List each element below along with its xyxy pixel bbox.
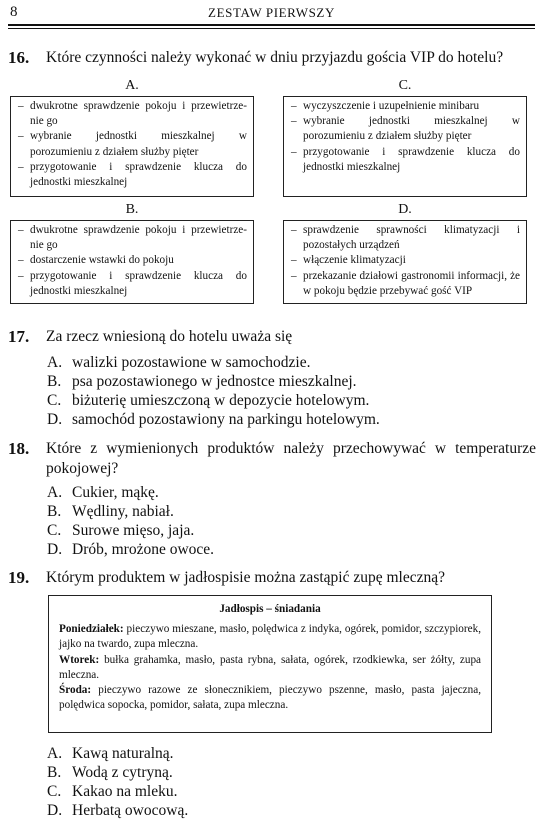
question-text: Które czynności należy wykonać w dniu przyjazdu gościa VIP do hotelu? xyxy=(46,49,504,66)
question-text: Które z wymienionych produktów należy przechowywać w temperaturze pokojowej? xyxy=(46,440,536,477)
answer-text: Cukier, mąkę. xyxy=(72,484,159,501)
option-label-b: B. xyxy=(125,202,139,217)
option-item: – sprawdzenie sprawności klimatyzacji i pozostałych urządzeń xyxy=(291,223,520,253)
option-box-c[interactable] xyxy=(283,96,527,197)
question-number: 18. xyxy=(8,439,30,458)
question-19 xyxy=(8,568,536,588)
page-header xyxy=(8,2,535,28)
answer-letter: D. xyxy=(47,802,63,819)
answer-text: Herbatą owocową. xyxy=(72,802,189,819)
option-item: – włączenie klimatyzacji xyxy=(291,253,520,268)
answer-text: Kawą naturalną. xyxy=(72,745,174,762)
day-text: pieczywo razowe ze słonecznikiem, pieczywo pszenne, masło, pasta jajeczna, polędwica sopocka, pomidor, sałata, zupa mleczna. xyxy=(59,684,481,712)
question-text: Za rzecz wniesioną do hotelu uważa się xyxy=(46,328,293,345)
answer-text: Kakao na mleku. xyxy=(72,783,178,800)
header-rule-thin xyxy=(8,28,535,29)
menu-title: Jadłospis – śniadania xyxy=(219,603,321,615)
answer-letter: B. xyxy=(47,373,62,390)
answer-letter: C. xyxy=(47,522,62,539)
answer-text: Wodą z cytryną. xyxy=(72,764,173,781)
question-16 xyxy=(8,48,536,68)
option-item: – przekazanie działowi gastronomii informacji, że w pokoju będzie przebywać gość VIP xyxy=(291,269,520,299)
question-number: 19. xyxy=(8,568,30,587)
menu-box xyxy=(48,595,492,733)
option-item: – wybranie jednostki mieszkalnej w porozumieniu z działem służby pięter xyxy=(291,114,520,144)
option-label-a: A. xyxy=(125,78,139,93)
option-label-c: C. xyxy=(398,78,412,93)
header-rule-thick xyxy=(8,24,535,26)
answer-text: Drób, mrożone owoce. xyxy=(72,541,215,558)
day-text: bułka grahamka, masło, pasta rybna, sałata, ogórek, rzodkiewka, ser żółty, zupa mleczna. xyxy=(59,653,481,681)
answer-letter: D. xyxy=(47,411,63,428)
option-item: – dostarczenie wstawki do pokoju xyxy=(18,253,247,268)
answer-text: walizki pozostawione w samochodzie. xyxy=(72,354,311,371)
answer-text: psa pozostawionego w jednostce mieszkalnej. xyxy=(72,373,357,390)
page-number: 8 xyxy=(10,4,18,20)
answer-letter: B. xyxy=(47,503,62,520)
answer-text: biżuterię umieszczoną w depozycie hotelowym. xyxy=(72,392,370,409)
option-label-d: D. xyxy=(398,202,412,217)
menu-day-tuesday xyxy=(59,653,481,683)
answer-letter: B. xyxy=(47,764,62,781)
option-box-d[interactable] xyxy=(283,220,527,304)
answer-text: Surowe mięso, jaja. xyxy=(72,522,195,539)
option-box-a[interactable] xyxy=(10,96,254,197)
answer-text: Wędliny, nabiał. xyxy=(72,503,174,520)
question-17 xyxy=(8,327,536,347)
option-item: – przygotowanie i sprawdzenie klucza do jednostki mieszkalnej xyxy=(291,145,520,175)
answer-letter: C. xyxy=(47,783,62,800)
question-text: Którym produktem w jadłospisie można zastąpić zupę mleczną? xyxy=(46,569,445,586)
option-item: – wybranie jednostki mieszkalnej w porozumieniu z działem służby pięter xyxy=(18,129,247,159)
option-item: – dwukrotne sprawdzenie pokoju i przewietrze-nie go xyxy=(18,223,247,253)
question-number: 17. xyxy=(8,327,30,346)
page-title: ZESTAW PIERWSZY xyxy=(208,5,335,20)
answer-letter: A. xyxy=(47,745,63,762)
option-item: – wyczyszczenie i uzupełnienie minibaru xyxy=(291,99,520,114)
option-item: – dwukrotne sprawdzenie pokoju i przewietrze-nie go xyxy=(18,99,247,129)
answer-letter: D. xyxy=(47,541,63,558)
question-number: 16. xyxy=(8,48,30,67)
option-item: – przygotowanie i sprawdzenie klucza do jednostki mieszkalnej xyxy=(18,160,247,190)
answer-letter: A. xyxy=(47,354,63,371)
answer-letter: A. xyxy=(47,484,63,501)
day-name: Wtorek: xyxy=(59,653,100,666)
day-name: Środa: xyxy=(59,684,92,697)
menu-day-monday xyxy=(59,622,481,652)
option-item: – przygotowanie i sprawdzenie klucza do jednostki mieszkalnej xyxy=(18,269,247,299)
option-box-b[interactable] xyxy=(10,220,254,304)
menu-day-wednesday xyxy=(59,683,481,713)
answer-letter: C. xyxy=(47,392,62,409)
answer-text: samochód pozostawiony na parkingu hotelowym. xyxy=(72,411,380,428)
question-18 xyxy=(8,439,536,479)
day-text: pieczywo mieszane, masło, polędwica z indyka, ogórek, pomidor, szczypiorek, jajko na twardo, zupa mleczna. xyxy=(59,623,481,651)
day-name: Poniedziałek: xyxy=(59,623,124,636)
